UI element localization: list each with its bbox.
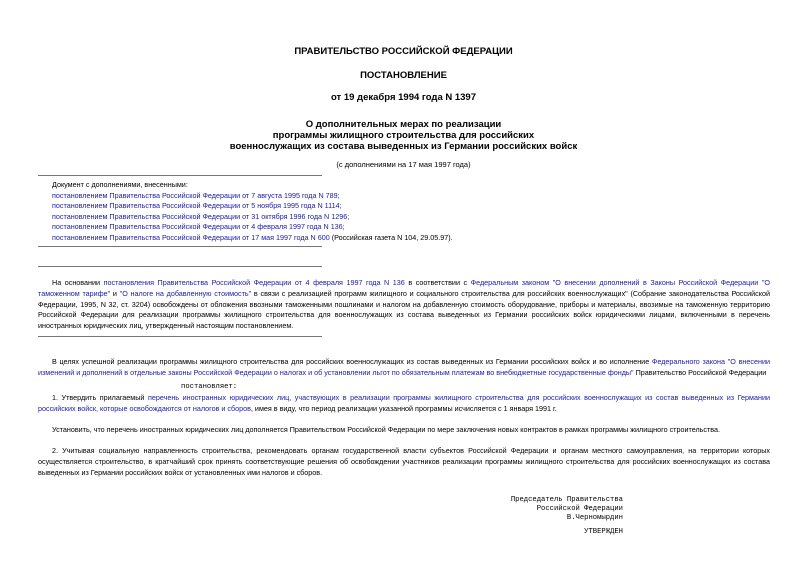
divider — [38, 336, 322, 337]
paragraph-purpose — [38, 357, 770, 379]
paragraph-approve — [38, 393, 770, 415]
government-name: ПРАВИТЕЛЬСТВО РОССИЙСКОЙ ФЕДЕРАЦИИ — [294, 46, 513, 57]
text: , имея в виду, что период реализации указанной программы исчисляется с 1 января 1991 г. — [250, 403, 557, 413]
signature-country: Российской Федерации — [536, 505, 623, 513]
signature-name: В.Черномырдин — [566, 514, 623, 522]
amendment-source: (Российская газета N 104, 29.05.97). — [329, 233, 453, 242]
federal-law-link[interactable]: Федерального закона "О внесении изменений и дополнений в отдельные законы Российской Федерации о налогах и об установлении льгот по обязательным платежам во внебюджетные государственные фонды" — [38, 357, 770, 377]
text: Правительство Российской Федерации — [633, 367, 767, 377]
signature-title: Председатель Правительства — [510, 496, 623, 504]
paragraph-recommendation: 2. Учитывая социальную направленность строительства, рекомендовать органам государственной власти субъектов Российской Федерации и органам местного самоуправления, на территории которых осуществляется строительство, в кратчайший срок принять соответствующие решения об освобождении участников реализации программы жилищного строительства для российских военнослужащих из состава выведенных из Германии российских войск от установленных ими налогов и сборов. — [38, 446, 770, 477]
paragraph-list-extension: Установить, что перечень иностранных юридических лиц дополняется Правительством Российской Федерации по мере заключения новых контрактов в рамках программы жилищного строительства. — [52, 425, 721, 434]
divider — [38, 175, 322, 176]
text: 1. Утвердить прилагаемый — [52, 393, 148, 402]
text: в соответствии с — [404, 278, 471, 287]
document-title-line: программы жилищного строительства для российских — [272, 130, 535, 141]
divider — [38, 266, 322, 267]
law-link[interactable]: Федеральным законом "О внесении дополнений в Законы Российской Федерации "О таможенном тарифе" — [38, 278, 770, 298]
law-link[interactable]: "О налоге на добавленную стоимость" — [119, 288, 252, 298]
divider — [38, 246, 322, 247]
decree-link[interactable]: постановления Правительства Российской Федерации от 4 февраля 1997 года N 136 — [103, 278, 405, 287]
amendment-item-last — [52, 233, 453, 242]
document-title-line: О дополнительных мерах по реализации — [305, 119, 502, 130]
foreign-entities-list-link[interactable]: перечень иностранных юридических лиц, участвующих в реализации программы жилищного строительства для российских военнослужащих из состав выведенных из Германии российских войск, которые освобождаются от налогов и сборов — [38, 393, 770, 413]
amendment-link[interactable]: постановлением Правительства Российской Федерации от 31 октября 1996 года N 1296; — [52, 212, 350, 221]
decree-word: постановляет: — [181, 383, 238, 391]
amendment-link[interactable]: постановлением Правительства Российской Федерации от 17 мая 1997 года N 600 — [52, 233, 330, 242]
text: в связи с реализацией программ жилищного и социального строительства для российских военнослужащих" (Собрание законодательства Российской Федерации, 1995, N 32, ст. 3204) освобождены от обложения ввозными таможенными пошлинами и налогом на добавленную стоимость оборудование, приборы и материалы, ввозимые на таможенную территорию Российской Федерации для реализации программы жилищного строительства для военнослужащих из состава выведенных из Германии российских войск юридическими лицами, включенными в перечень иностранных юридических лиц, утвержденный настоящим постановлением. — [38, 288, 770, 331]
amendment-link[interactable]: постановлением Правительства Российской Федерации от 7 августа 1995 года N 789; — [52, 191, 340, 200]
amendments-intro: Документ с дополнениями, внесенными: — [52, 180, 188, 189]
text: и — [110, 288, 120, 298]
amendment-link[interactable]: постановлением Правительства Российской Федерации от 5 ноября 1995 года N 1114; — [52, 201, 342, 210]
text: В целях успешной реализации программы жилищного строительства для российских военнослужащих из состав выведенных из Германии российских войск и во исполнение — [52, 357, 652, 366]
text: На основании — [52, 278, 104, 287]
document-type: ПОСТАНОВЛЕНИЕ — [360, 70, 447, 81]
paragraph-basis — [38, 278, 770, 332]
amendment-link[interactable]: постановлением Правительства Российской Федерации от 4 февраля 1997 года N 136; — [52, 222, 345, 231]
document-title-line: военнослужащих из состава выведенных из Германии российских войск — [229, 141, 578, 152]
amendment-note: (с дополнениями на 17 мая 1997 года) — [336, 160, 471, 169]
document-date-number: от 19 декабря 1994 года N 1397 — [330, 92, 476, 103]
approved-label: УТВЕРЖДЕН — [584, 528, 623, 536]
